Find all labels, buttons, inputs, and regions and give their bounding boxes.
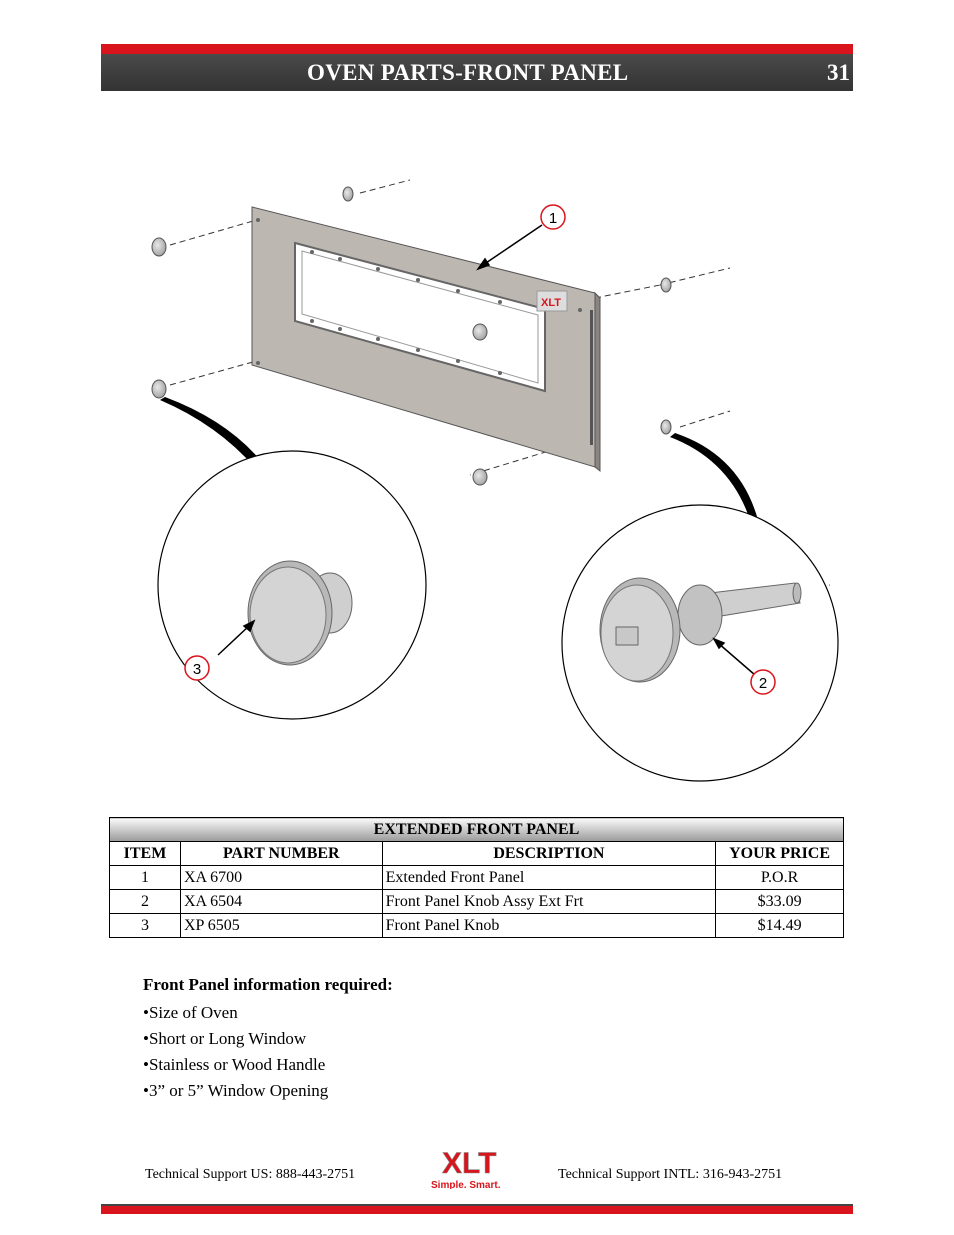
table-row: [110, 914, 844, 938]
column-header-price: YOUR PRICE: [716, 842, 844, 866]
support-intl: Technical Support INTL: 316-943-2751: [558, 1167, 783, 1182]
info-item: • Short or Long Window: [143, 1026, 393, 1052]
table-row: [110, 866, 844, 890]
svg-text:1: 1: [548, 210, 558, 227]
front-panel-info: [143, 975, 393, 1104]
page-title: OVEN PARTS-FRONT PANEL: [307, 60, 629, 85]
xlt-logo: [428, 1143, 528, 1189]
svg-text:2: 2: [758, 675, 768, 692]
cell-part-number: XA 6700: [180, 866, 382, 890]
cell-part-number: XA 6504: [180, 890, 382, 914]
callout-3: [185, 656, 209, 680]
cell-price: P.O.R: [716, 866, 844, 890]
info-item: • 3” or 5” Window Opening: [143, 1078, 393, 1104]
panel-xlt-logo: XLT: [541, 297, 561, 309]
table-row: [110, 890, 844, 914]
table-caption: EXTENDED FRONT PANEL: [110, 818, 844, 842]
callout-2: [751, 670, 775, 694]
front-panel: [252, 207, 600, 471]
cell-item: 2: [110, 890, 181, 914]
callout-1: [541, 205, 565, 229]
cell-description: Front Panel Knob: [382, 914, 716, 938]
cell-part-number: XP 6505: [180, 914, 382, 938]
logo-tagline: Simple. Smart.: [431, 1180, 501, 1189]
parts-table: [109, 817, 844, 938]
info-item: • Stainless or Wood Handle: [143, 1052, 393, 1078]
svg-text:3: 3: [192, 661, 202, 678]
footer-red-stripe: [101, 1206, 853, 1214]
logo-text: XLT: [442, 1147, 497, 1180]
cell-description: Front Panel Knob Assy Ext Frt: [382, 890, 716, 914]
info-item: • Size of Oven: [143, 1000, 393, 1026]
cell-description: Extended Front Panel: [382, 866, 716, 890]
cell-item: 3: [110, 914, 181, 938]
page-number: 31: [827, 60, 850, 85]
info-heading: Front Panel information required:: [143, 975, 393, 994]
cell-price: $33.09: [716, 890, 844, 914]
cell-item: 1: [110, 866, 181, 890]
column-header-description: DESCRIPTION: [382, 842, 716, 866]
column-header-item: ITEM: [110, 842, 181, 866]
front-panel-diagram: [140, 175, 840, 785]
header-red-stripe: [101, 44, 853, 54]
support-us: Technical Support US: 888-443-2751: [145, 1167, 356, 1182]
cell-price: $14.49: [716, 914, 844, 938]
column-header-part-number: PART NUMBER: [180, 842, 382, 866]
